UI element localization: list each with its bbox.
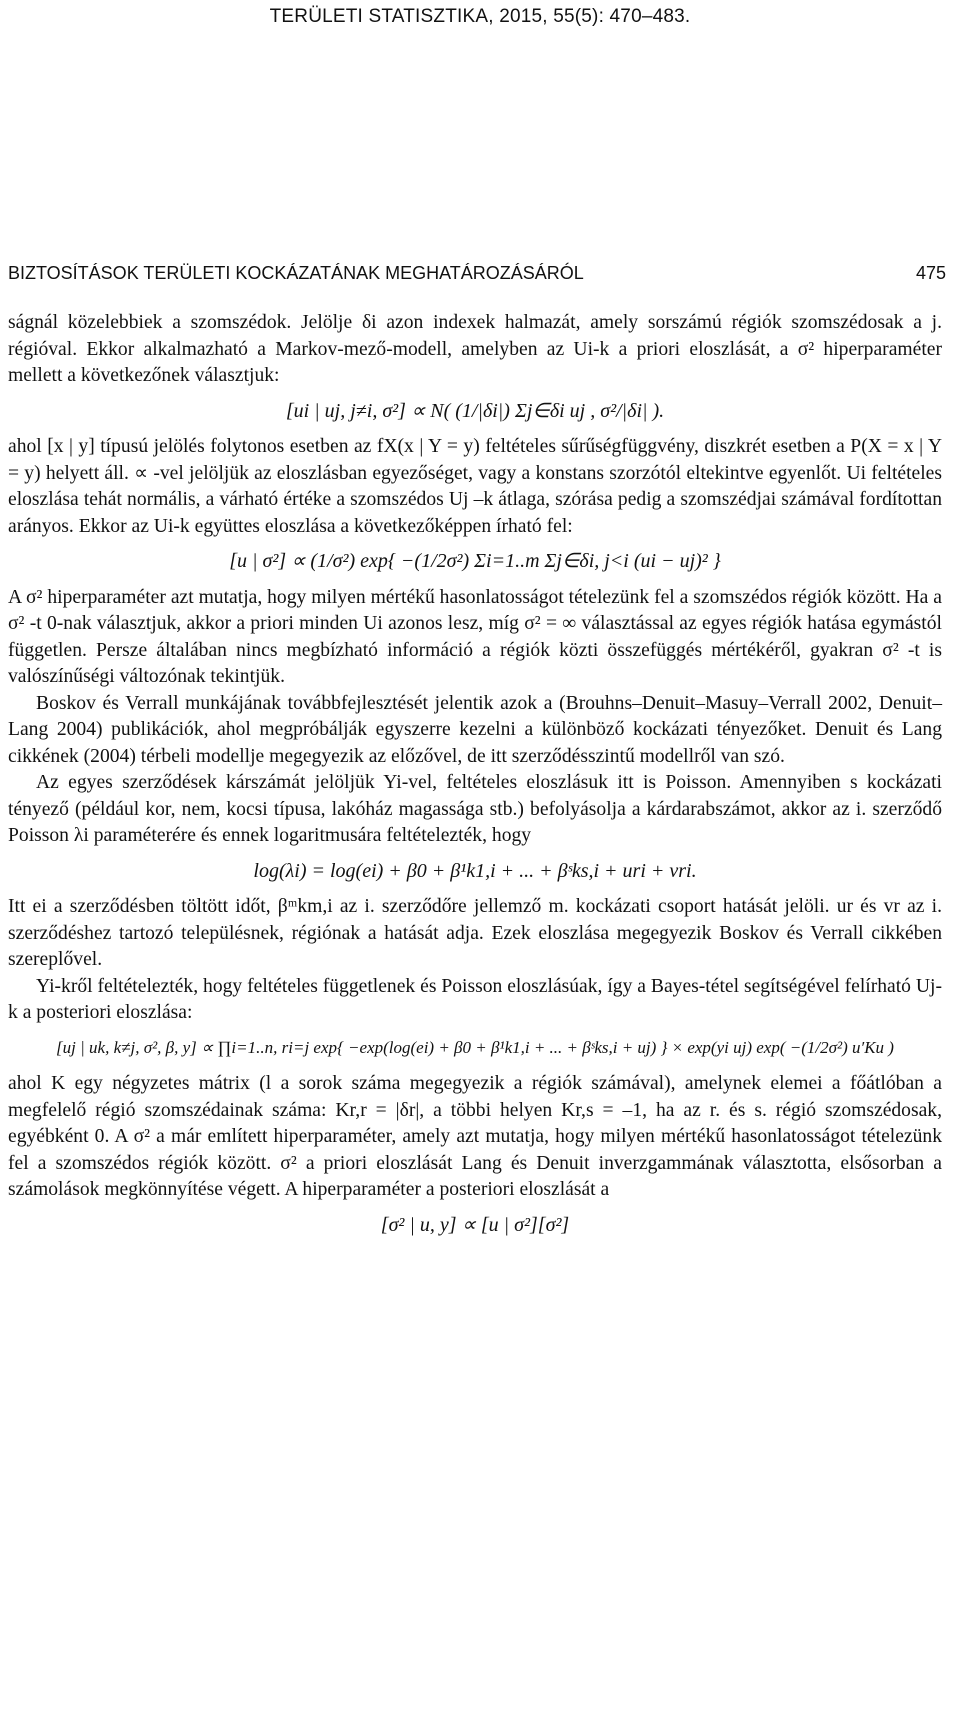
paragraph-4: Boskov és Verrall munkájának továbbfejlesztését jelentik azok a (Brouhns–Denuit–Masuy–Verrall 2002, Denuit–Lang 2004) publikációk, ahol megpróbálják egyszerre kezelni a különböző kockázati tényezőket. Denuit és Lang cikkének (2004) térbeli modellje megegyezik az előzővel, de itt szerződésszintű modellről van szó.: [8, 692, 942, 767]
running-head: [8, 263, 948, 284]
paragraph-5: Az egyes szerződések kárszámát jelöljük Yi-vel, feltételes eloszlásuk itt is Poisson. Amennyiben s kockázati tényező (például kor, nem, kocsi típusa, lakóház magassága stb.) befolyásolja a kárdarabszámot, akkor az i. szerződő Poisson λi paraméterére és ennek logaritmusára feltételezték, hogy: [8, 772, 942, 846]
equation-5: [σ² | u, y] ∝ [u | σ²][σ²]: [380, 1213, 570, 1236]
paragraph-1: ságnál közelebbiek a szomszédok. Jelölje δi azon indexek halmazát, amely sorszámú régiók szomszédosak a j. régióval. Ekkor alkalmazható a Markov-mező-modell, amelyben az Ui-k a priori eloszlását, a σ² hiperparaméter mellett a következőnek választjuk:: [8, 312, 942, 386]
equation-2: [u | σ²] ∝ (1/σ²) exp{ −(1/2σ²) Σi=1..m Σj∈δi, j<i (ui − uj)² }: [229, 550, 721, 572]
paragraph-3: A σ² hiperparaméter azt mutatja, hogy milyen mértékű hasonlatosságot tételezünk fel a szomszédos régiók között. Ha a σ² -t 0-nak választjuk, akkor a priori minden Ui azonos lesz, míg σ² = ∞ választással az egyes régiók hatása egymástól független. Persze általában nincs megbízható információ a régiók közti összefüggés mértékéről, gyakran σ² -t is valószínűségi változónak tekintjük.: [8, 586, 942, 687]
running-title: BIZTOSÍTÁSOK TERÜLETI KOCKÁZATÁNAK MEGHATÁROZÁSÁRÓL: [8, 263, 584, 283]
equation-3: log(λi) = log(ei) + β0 + β¹k1,i + ... + βˢks,i + uri + vri.: [253, 859, 697, 882]
page-number: 475: [915, 263, 946, 283]
article-body: [8, 310, 942, 1248]
equation-4: [uj | uk, k≠j, σ², β, y] ∝ ∏i=1..n, ri=j exp{ −exp(log(ei) + β0 + β¹k1,i + ... + βˢks,i + uj) } × exp(yi uj) exp( −(1/2σ²) u′Ku ): [56, 1037, 894, 1057]
equation-1: [ui | uj, j≠i, σ²] ∝ N( (1/|δi|) Σj∈δi uj , σ²/|δi| ).: [285, 399, 665, 422]
paragraph-6: Itt ei a szerződésben töltött időt, βᵐkm,i az i. szerződőre jellemző m. kockázati csoport hatását jelöli. ur és vr az i. szerződéshez tartozó településnek, régiónak a hatását adja. Ezek eloszlása megegyezik Boskov és Verrall cikkében szereplővel.: [8, 896, 942, 970]
paragraph-8: ahol K egy négyzetes mátrix (l a sorok száma megegyezik a régiók számával), amelynek elemei a főátlóban a megfelelő régió szomszédainak száma: Kr,r = |δr|, a többi helyen Kr,s = –1, ha az r. és s. régió szomszédosak, egyébként 0. A σ² a már említett hiperparaméter, amely azt mutatja, hogy milyen mértékű hasonlatosságot tételezünk fel a szomszédos régiók között. σ² a priori eloszlását Lang és Denuit inverzgammának választotta, elsősorban a számolások megkönnyítése végett. A hiperparaméter a posteriori eloszlását a: [8, 1073, 942, 1200]
paragraph-2: ahol [x | y] típusú jelölés folytonos esetben az fX(x | Y = y) feltételes sűrűségfüggvény, diszkrét esetben a P(X = x | Y = y) helyett áll. ∝ -vel jelöljük az eloszlásban egyezőséget, vagy a konstans szorzótól eltekintve egyenlőt. Ui feltételes eloszlása tehát normális, a várható értéke a szomszédos Uj –k átlaga, szórása pedig a szomszédjai számával fordítottan arányos. Ekkor az Ui-k együttes eloszlása a következőképpen írható fel:: [8, 436, 942, 537]
journal-header: TERÜLETI STATISZTIKA, 2015, 55(5): 470–483.: [269, 6, 691, 27]
paragraph-7: Yi-kről feltételezték, hogy feltételes függetlenek és Poisson eloszlásúak, így a Bayes-tétel segítségével felírható Uj-k a posteriori eloszlása:: [8, 975, 942, 1023]
